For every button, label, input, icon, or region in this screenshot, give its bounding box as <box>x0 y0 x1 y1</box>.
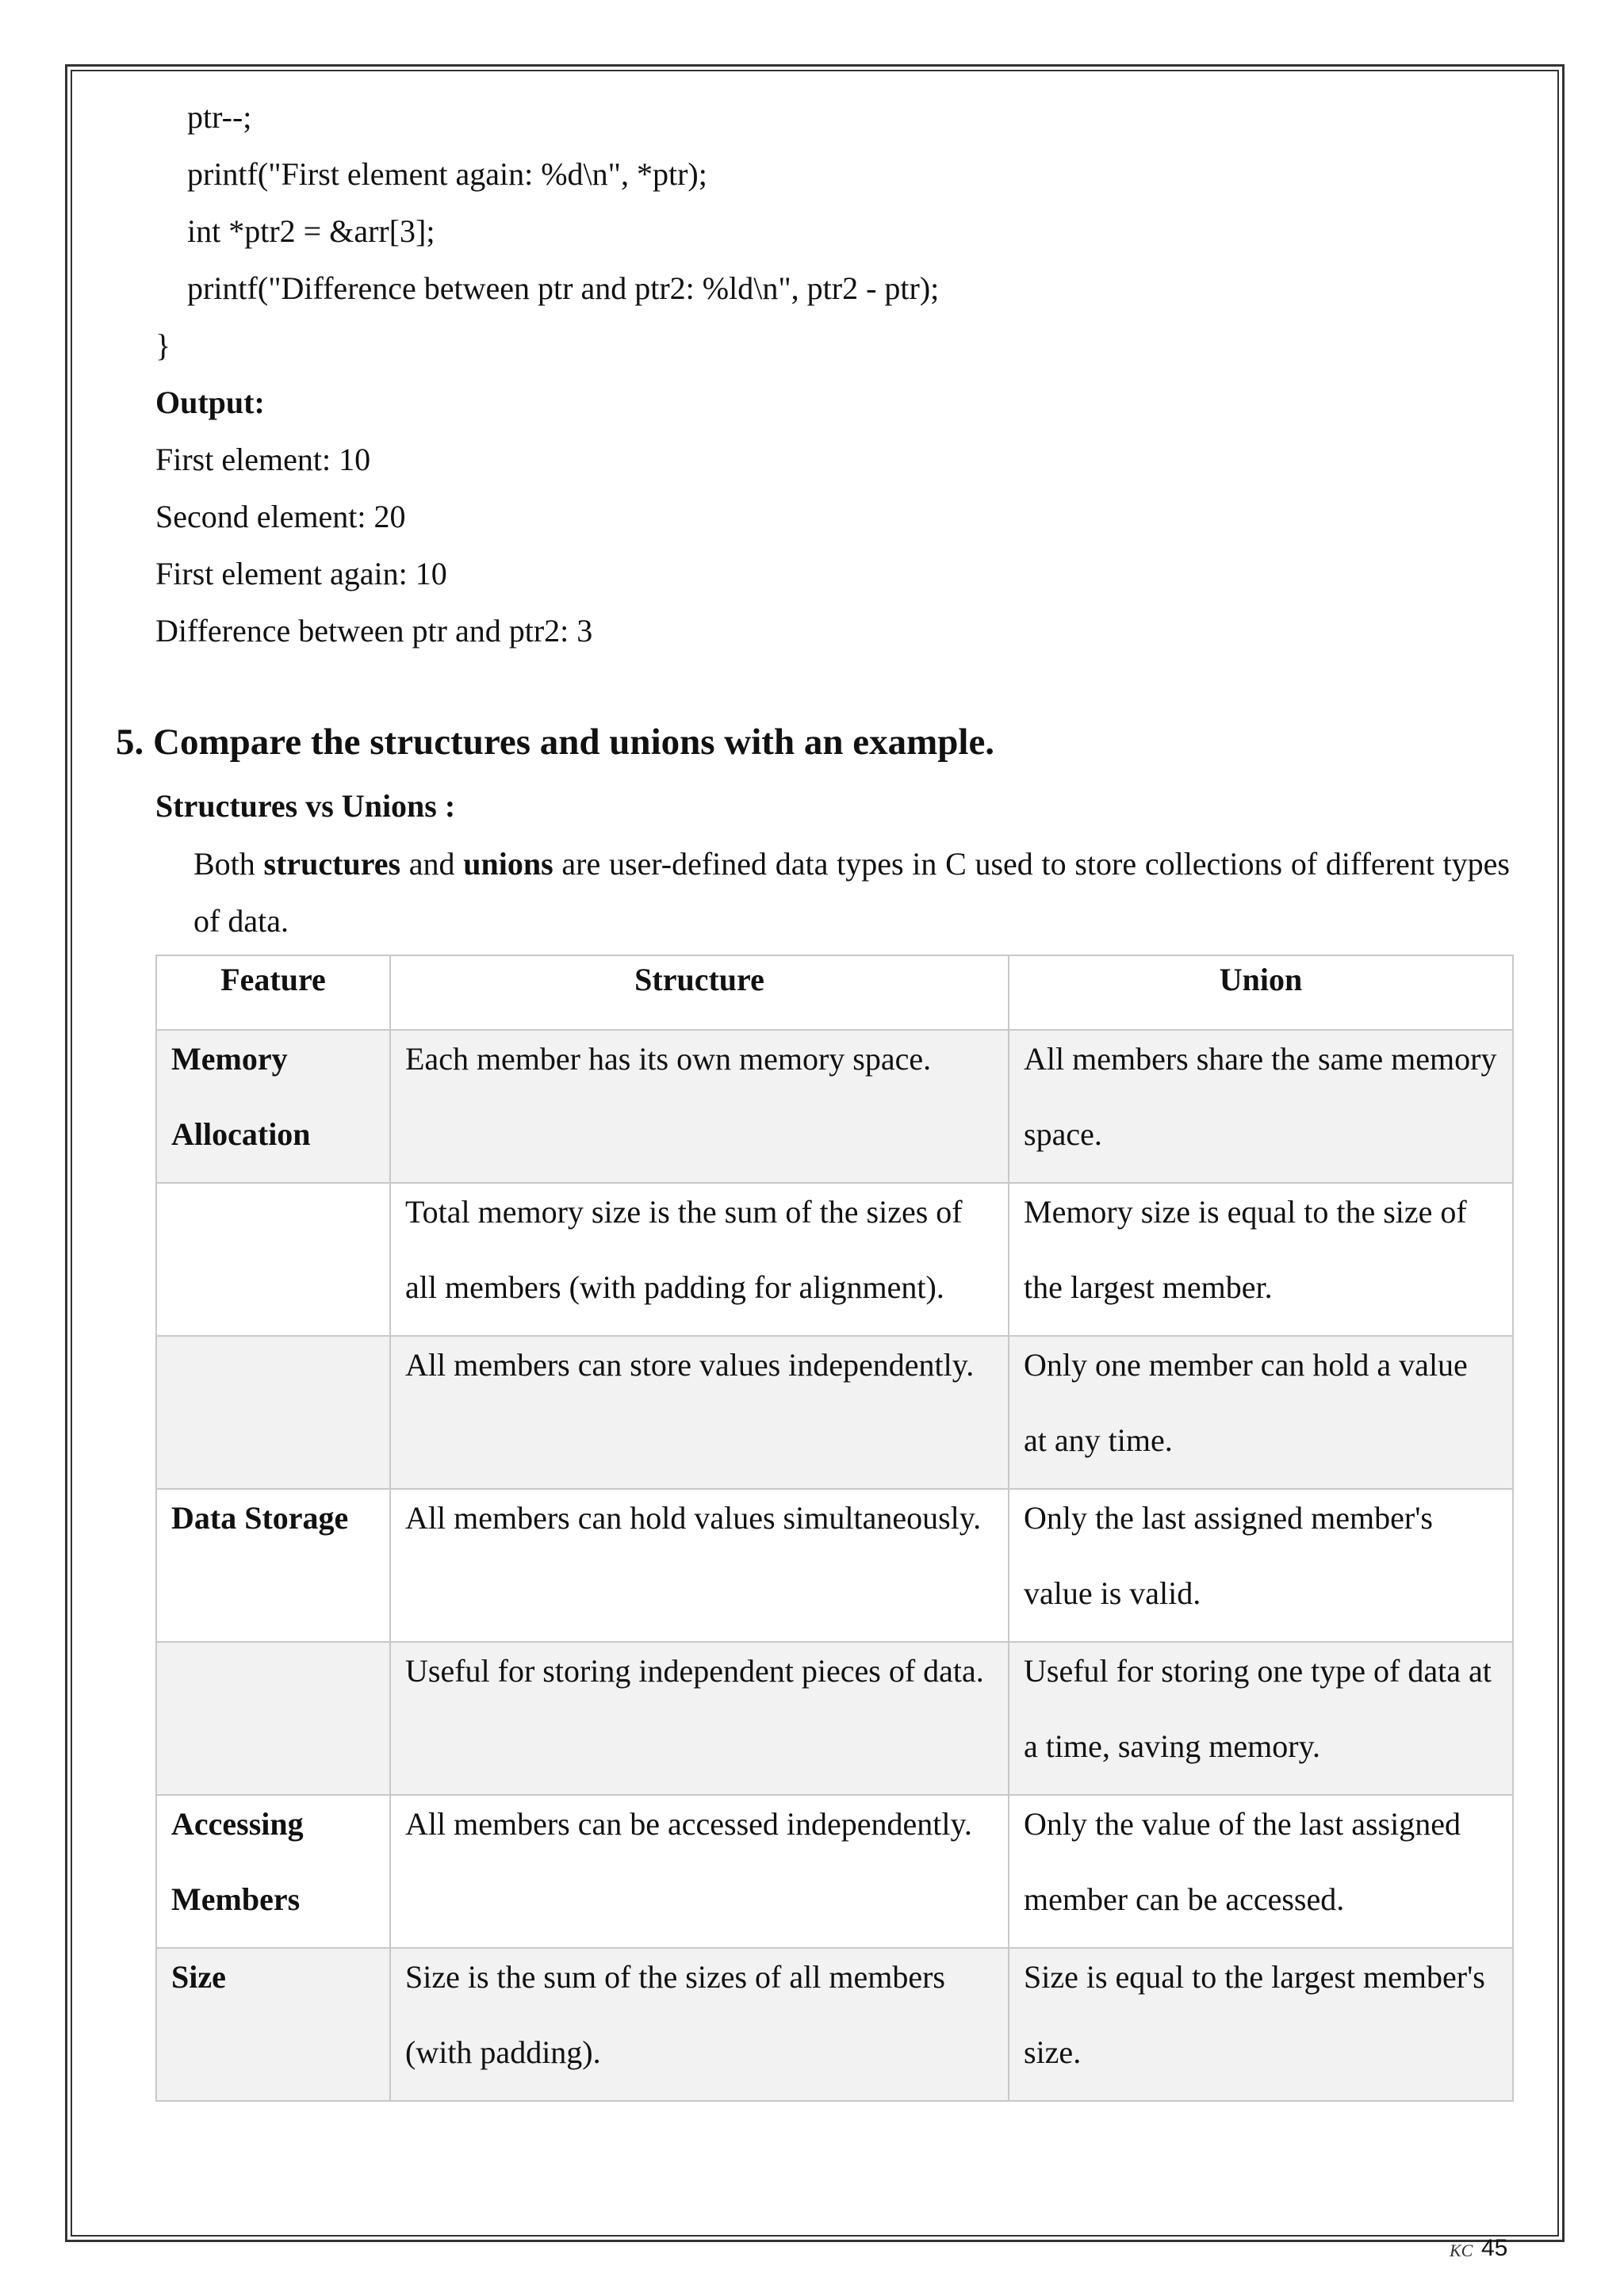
feature-text: Accessing Members <box>171 1806 304 1917</box>
code-line: printf("Difference between ptr and ptr2: %ld\n", ptr2 - ptr); <box>187 270 940 306</box>
section-subtitle: Structures vs Unions : <box>155 788 456 824</box>
feature-text: Memory Allocation <box>171 1041 311 1152</box>
structure-cell <box>390 1948 1009 2101</box>
structure-text: All members can hold values simultaneously. <box>405 1500 982 1536</box>
union-text: Useful for storing one type of data at a time, saving memory. <box>1024 1653 1492 1764</box>
para-bold: structures <box>263 846 401 882</box>
feature-text: Data Storage <box>171 1500 349 1536</box>
union-cell <box>1009 1795 1513 1948</box>
page-number: 45 <box>1481 2235 1508 2261</box>
output-line: Difference between ptr and ptr2: 3 <box>155 613 593 649</box>
union-text: Size is equal to the largest member's size. <box>1024 1959 1485 2070</box>
structure-text: Size is the sum of the sizes of all members (with padding). <box>405 1959 945 2070</box>
header-structure: Structure <box>390 955 1009 1030</box>
code-line: ptr--; <box>187 99 252 135</box>
output-line: First element: 10 <box>155 442 371 477</box>
code-line: int *ptr2 = &arr[3]; <box>187 213 435 249</box>
union-text: Only the last assigned member's value is valid. <box>1024 1500 1433 1611</box>
structure-text: All members can store values independently. <box>405 1347 975 1383</box>
structure-text: All members can be accessed independently. <box>405 1806 972 1842</box>
table-row <box>156 1336 1513 1489</box>
output-line: Second element: 20 <box>155 499 406 534</box>
feature-cell <box>156 1030 390 1183</box>
para-text: are user-defined data types in C used to store collections of different types of data. <box>193 846 1510 939</box>
feature-cell <box>156 1183 390 1336</box>
table-row <box>156 1642 1513 1795</box>
structure-text: Useful for storing independent pieces of data. <box>405 1653 984 1689</box>
feature-cell <box>156 1489 390 1642</box>
table-row <box>156 1948 1513 2101</box>
para-bold: unions <box>463 846 553 882</box>
union-cell <box>1009 1489 1513 1642</box>
union-text: Only one member can hold a value at any time. <box>1024 1347 1468 1458</box>
table-row <box>156 1183 1513 1336</box>
structure-cell <box>390 1336 1009 1489</box>
table-row <box>156 1030 1513 1183</box>
union-text: Only the value of the last assigned member can be accessed. <box>1024 1806 1461 1917</box>
question-title: 5. Compare the structures and unions with an example. <box>116 721 995 763</box>
structure-cell <box>390 1183 1009 1336</box>
feature-cell <box>156 1795 390 1948</box>
para-text: and <box>400 846 464 882</box>
header-feature: Feature <box>156 955 390 1030</box>
para-text: Both <box>193 846 264 882</box>
structure-cell <box>390 1795 1009 1948</box>
feature-cell <box>156 1336 390 1489</box>
union-cell <box>1009 1183 1513 1336</box>
feature-cell <box>156 1948 390 2101</box>
union-text: All members share the same memory space. <box>1024 1041 1497 1152</box>
comparison-table <box>155 955 1514 2102</box>
intro-paragraph <box>193 836 1510 950</box>
header-union: Union <box>1009 955 1513 1030</box>
code-line: } <box>155 327 171 363</box>
union-text: Memory size is equal to the size of the largest member. <box>1024 1194 1467 1305</box>
table-header-row <box>156 955 1513 1030</box>
structure-text: Total memory size is the sum of the sizes of all members (with padding for alignment). <box>405 1194 963 1305</box>
structure-text: Each member has its own memory space. <box>405 1041 932 1077</box>
structure-cell <box>390 1030 1009 1183</box>
table-row <box>156 1489 1513 1642</box>
output-label: Output: <box>155 385 265 420</box>
union-cell <box>1009 1642 1513 1795</box>
table-row <box>156 1795 1513 1948</box>
union-cell <box>1009 1030 1513 1183</box>
feature-cell <box>156 1642 390 1795</box>
structure-cell <box>390 1642 1009 1795</box>
union-cell <box>1009 1948 1513 2101</box>
author-logo: KC <box>1450 2241 1473 2260</box>
code-line: printf("First element again: %d\n", *ptr); <box>187 156 707 192</box>
feature-text: Size <box>171 1959 226 1995</box>
structure-cell <box>390 1489 1009 1642</box>
output-line: First element again: 10 <box>155 556 447 591</box>
union-cell <box>1009 1336 1513 1489</box>
